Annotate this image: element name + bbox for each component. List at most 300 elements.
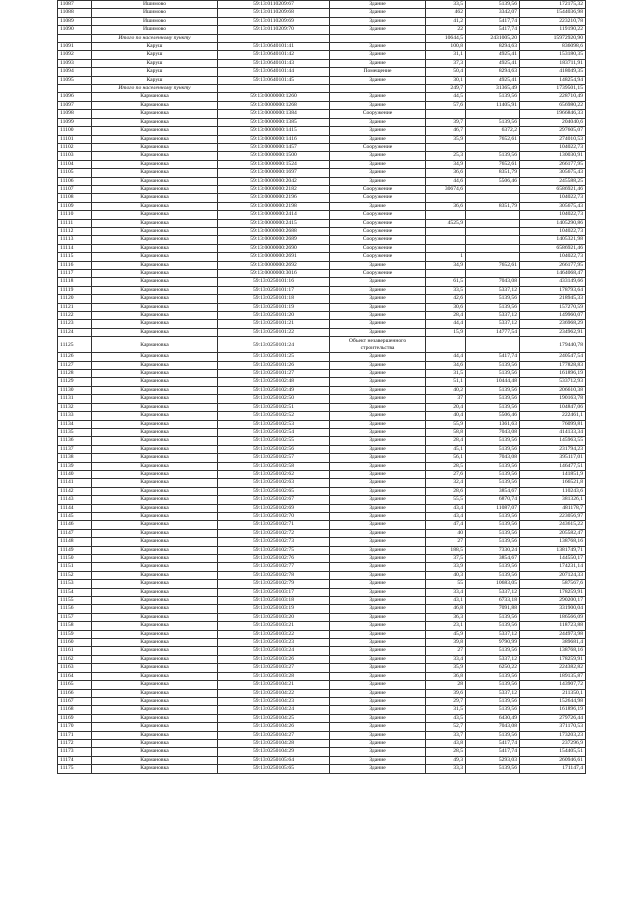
cadastral-number-cell: 59:13:0110209:70	[218, 26, 330, 34]
area-cell: 28,5	[426, 462, 466, 470]
object-type-cell: Здание	[330, 420, 426, 428]
locality-cell: Кармановка	[92, 286, 218, 294]
unit-price-cell: 11405,91	[466, 101, 520, 109]
unit-price-cell: 5139,56	[466, 512, 520, 520]
table-row	[58, 9, 586, 17]
cadastral-value-cell: 222461,1	[520, 412, 586, 420]
area-cell: 50,4	[426, 68, 466, 76]
area-cell: 36,6	[426, 202, 466, 210]
locality-cell: Кармановка	[92, 160, 218, 168]
area-cell: 33,9	[426, 563, 466, 571]
cadastral-value-cell: 104022,73	[520, 194, 586, 202]
object-type-cell: Здание	[330, 445, 426, 453]
row-number: 11110	[58, 211, 92, 219]
object-type-cell: Здание	[330, 739, 426, 747]
cadastral-number-cell: 59:13:0250101:17	[218, 286, 330, 294]
area-cell: 44,4	[426, 320, 466, 328]
locality-cell: Кармановка	[92, 93, 218, 101]
table-row	[58, 143, 586, 151]
cadastral-number-cell: 59:13:0000000:2196	[218, 194, 330, 202]
unit-price-cell: 6430,49	[466, 714, 520, 722]
locality-cell: Кармановка	[92, 563, 218, 571]
cadastral-number-cell: 59:13:0250103:20	[218, 613, 330, 621]
area-cell: 36,8	[426, 672, 466, 680]
table-row	[58, 244, 586, 252]
table-row	[58, 353, 586, 361]
locality-cell: Ишимово	[92, 26, 218, 34]
object-type-cell: Здание	[330, 127, 426, 135]
object-type-cell: Здание	[330, 370, 426, 378]
row-number: 11087	[58, 1, 92, 9]
unit-price-cell: 5417,74	[466, 26, 520, 34]
row-number: 11102	[58, 143, 92, 151]
area-cell: 44,4	[426, 353, 466, 361]
locality-cell: Кармановка	[92, 101, 218, 109]
unit-price-cell: 8351,79	[466, 169, 520, 177]
locality-cell: Кармановка	[92, 428, 218, 436]
area-cell: 32,4	[426, 479, 466, 487]
area-cell: 46,7	[426, 127, 466, 135]
cadastral-number-cell: 59:13:0640101:43	[218, 59, 330, 67]
row-number: 11140	[58, 470, 92, 478]
cadastral-number-cell: 59:13:0250102:65	[218, 487, 330, 495]
locality-cell: Кармановка	[92, 135, 218, 143]
locality-cell: Кармановка	[92, 253, 218, 261]
locality-cell: Кармановка	[92, 227, 218, 235]
unit-price-cell: 10444,48	[466, 378, 520, 386]
cadastral-number-cell: 59:13:0250102:51	[218, 403, 330, 411]
area-cell: 4525,9	[426, 219, 466, 227]
cadastral-value-cell: 305675,43	[520, 202, 586, 210]
cadastral-value-cell: 110243,6	[520, 487, 586, 495]
unit-price-cell: 5139,56	[466, 706, 520, 714]
object-type-cell: Здание	[330, 731, 426, 739]
area-cell: 55,5	[426, 496, 466, 504]
object-type-cell: Здание	[330, 303, 426, 311]
unit-price-cell: 5139,56	[466, 521, 520, 529]
table-row	[58, 395, 586, 403]
cadastral-number-cell: 59:13:0250101:18	[218, 295, 330, 303]
object-type-cell	[330, 34, 426, 42]
area-cell	[426, 236, 466, 244]
table-row	[58, 361, 586, 369]
table-row	[58, 59, 586, 67]
locality-cell: Кармановка	[92, 512, 218, 520]
cadastral-value-cell: 836098,6	[520, 43, 586, 51]
object-type-cell: Здание	[330, 378, 426, 386]
area-cell: 20,4	[426, 403, 466, 411]
unit-price-cell: 5293,03	[466, 756, 520, 764]
table-row	[58, 731, 586, 739]
cadastral-number-cell: 59:13:0250102:73	[218, 538, 330, 546]
unit-price-cell	[466, 337, 520, 353]
locality-cell: Кармановка	[92, 739, 218, 747]
row-number: 11124	[58, 328, 92, 336]
table-row	[58, 739, 586, 747]
cadastral-value-cell: 218945,33	[520, 295, 586, 303]
table-row	[58, 1, 586, 9]
area-cell: 52,7	[426, 723, 466, 731]
table-row	[58, 386, 586, 394]
area-cell: 43,4	[426, 512, 466, 520]
object-type-cell: Здание	[330, 479, 426, 487]
locality-cell: Кармановка	[92, 261, 218, 269]
row-number: 11146	[58, 521, 92, 529]
table-row	[58, 420, 586, 428]
area-cell: 25,3	[426, 152, 466, 160]
locality-cell: Кармановка	[92, 303, 218, 311]
row-number: 11174	[58, 756, 92, 764]
table-row	[58, 723, 586, 731]
row-number: 11098	[58, 110, 92, 118]
row-number: 11163	[58, 664, 92, 672]
unit-price-cell: 4925,41	[466, 76, 520, 84]
area-cell: 51,1	[426, 378, 466, 386]
cadastral-number-cell: 59:13:0250105:65	[218, 765, 330, 773]
unit-price-cell: 5337,12	[466, 312, 520, 320]
cadastral-number-cell: 59:13:0250103:26	[218, 655, 330, 663]
row-number: 11095	[58, 76, 92, 84]
table-row	[58, 613, 586, 621]
row-number: 11164	[58, 672, 92, 680]
row-number: 11151	[58, 563, 92, 571]
area-cell: 44,6	[426, 177, 466, 185]
locality-cell: Кармановка	[92, 697, 218, 705]
area-cell: 37,3	[426, 59, 466, 67]
cadastral-number-cell: 59:13:0250104:28	[218, 739, 330, 747]
unit-price-cell: 5139,56	[466, 731, 520, 739]
object-type-cell: Сооружение	[330, 211, 426, 219]
row-number: 11147	[58, 529, 92, 537]
unit-price-cell	[466, 270, 520, 278]
table-row	[58, 630, 586, 638]
object-type-cell: Сооружение	[330, 110, 426, 118]
row-number: 11131	[58, 395, 92, 403]
area-cell: 33,4	[426, 655, 466, 663]
unit-price-cell	[466, 143, 520, 151]
object-type-cell: Здание	[330, 639, 426, 647]
cadastral-value-cell: 279726,44	[520, 714, 586, 722]
object-type-cell: Здание	[330, 328, 426, 336]
object-type-cell: Здание	[330, 723, 426, 731]
object-type-cell: Сооружение	[330, 244, 426, 252]
cadastral-value-cell: 178259,91	[520, 588, 586, 596]
area-cell: 31,5	[426, 706, 466, 714]
row-number: 11165	[58, 681, 92, 689]
area-cell: 43,1	[426, 597, 466, 605]
cadastral-number-cell: 59:13:0250102:48	[218, 378, 330, 386]
area-cell: 29,7	[426, 697, 466, 705]
object-type-cell: Сооружение	[330, 270, 426, 278]
object-type-cell: Здание	[330, 538, 426, 546]
area-cell: 36,6	[426, 169, 466, 177]
cadastral-value-cell: 161896,19	[520, 706, 586, 714]
unit-price-cell	[466, 219, 520, 227]
locality-cell: Кармановка	[92, 630, 218, 638]
unit-price-cell: 14777,54	[466, 328, 520, 336]
area-cell: 37	[426, 395, 466, 403]
cadastral-number-cell: 59:13:0000000:2415	[218, 219, 330, 227]
locality-cell: Каруш	[92, 59, 218, 67]
cadastral-value-cell: 414133,34	[520, 428, 586, 436]
area-cell: 49,3	[426, 756, 466, 764]
cadastral-value-cell: 533712,93	[520, 378, 586, 386]
cadastral-number-cell: 59:13:0250104:24	[218, 706, 330, 714]
table-row	[58, 51, 586, 59]
locality-cell: Кармановка	[92, 504, 218, 512]
object-type-cell: Здание	[330, 571, 426, 579]
table-row	[58, 664, 586, 672]
cadastral-number-cell: 59:13:0250103:28	[218, 672, 330, 680]
cadastral-value-cell: 1381749,71	[520, 546, 586, 554]
table-row	[58, 211, 586, 219]
cadastral-number-cell: 59:13:0000000:2690	[218, 244, 330, 252]
area-cell: 28	[426, 681, 466, 689]
object-type-cell: Здание	[330, 295, 426, 303]
unit-price-cell: 5139,56	[466, 118, 520, 126]
cadastral-value-cell: 211350,1	[520, 689, 586, 697]
unit-price-cell: 5139,56	[466, 697, 520, 705]
cadastral-value-cell: 104022,73	[520, 143, 586, 151]
area-cell: 58,8	[426, 428, 466, 436]
object-type-cell: Здание	[330, 59, 426, 67]
locality-cell: Кармановка	[92, 361, 218, 369]
object-type-cell: Здание	[330, 630, 426, 638]
row-number: 11090	[58, 26, 92, 34]
cadastral-number-cell: 59:13:0000000:1524	[218, 160, 330, 168]
row-number: 11108	[58, 194, 92, 202]
row-number: 11107	[58, 185, 92, 193]
area-cell: 56,1	[426, 454, 466, 462]
table-row	[58, 470, 586, 478]
object-type-cell: Здание	[330, 714, 426, 722]
object-type-cell: Здание	[330, 437, 426, 445]
row-number: 11141	[58, 479, 92, 487]
table-row	[58, 194, 586, 202]
row-number: 11142	[58, 487, 92, 495]
object-type-cell: Объект незавершенного строительства	[330, 337, 426, 353]
unit-price-cell: 3854,67	[466, 555, 520, 563]
row-number: 11116	[58, 261, 92, 269]
cadastral-value-cell: 130030,91	[520, 152, 586, 160]
table-row	[58, 253, 586, 261]
object-type-cell: Здание	[330, 756, 426, 764]
cadastral-value-cell: 189135,87	[520, 672, 586, 680]
cadastral-number-cell: 59:13:0250102:56	[218, 445, 330, 453]
locality-cell: Кармановка	[92, 177, 218, 185]
object-type-cell: Здание	[330, 529, 426, 537]
row-number: 11175	[58, 765, 92, 773]
table-row	[58, 295, 586, 303]
cadastral-value-cell: 240547,54	[520, 353, 586, 361]
row-number: 11106	[58, 177, 92, 185]
unit-price-cell: 31365,49	[466, 85, 520, 93]
table-row	[58, 580, 586, 588]
cadastral-number-cell: 59:13:0250102:71	[218, 521, 330, 529]
locality-cell: Кармановка	[92, 244, 218, 252]
row-number: 11112	[58, 227, 92, 235]
cadastral-value-cell: 481178,7	[520, 504, 586, 512]
object-type-cell: Помещение	[330, 68, 426, 76]
cadastral-value-cell: 1405290,86	[520, 219, 586, 227]
cadastral-value-cell: 152644,98	[520, 697, 586, 705]
area-cell: 42,6	[426, 295, 466, 303]
cadastral-value-cell: 172175,32	[520, 1, 586, 9]
cadastral-value-cell: 656980,22	[520, 101, 586, 109]
unit-price-cell: 7091,88	[466, 605, 520, 613]
cadastral-number-cell: 59:13:0250102:57	[218, 454, 330, 462]
table-row	[58, 43, 586, 51]
row-number: 11134	[58, 420, 92, 428]
cadastral-number-cell: 59:13:0000000:1260	[218, 93, 330, 101]
row-number: 11166	[58, 689, 92, 697]
table-row	[58, 412, 586, 420]
area-cell: 37,5	[426, 555, 466, 563]
locality-cell: Кармановка	[92, 445, 218, 453]
area-cell: 35,9	[426, 664, 466, 672]
row-number: 11137	[58, 445, 92, 453]
area-cell: 43,5	[426, 714, 466, 722]
table-body	[58, 1, 586, 774]
unit-price-cell: 5139,56	[466, 445, 520, 453]
cadastral-value-cell: 138768,16	[520, 538, 586, 546]
cadastral-number-cell: 59:13:0250102:54	[218, 428, 330, 436]
unit-price-cell	[466, 236, 520, 244]
locality-cell: Каруш	[92, 68, 218, 76]
object-type-cell: Здание	[330, 386, 426, 394]
area-cell: 45,9	[426, 630, 466, 638]
cadastral-value-cell: 237296,9	[520, 739, 586, 747]
table-row	[58, 504, 586, 512]
locality-cell: Кармановка	[92, 412, 218, 420]
table-row	[58, 605, 586, 613]
object-type-cell: Здание	[330, 454, 426, 462]
unit-price-cell: 5506,46	[466, 412, 520, 420]
object-type-cell: Здание	[330, 160, 426, 168]
table-row	[58, 529, 586, 537]
cadastral-number-cell	[218, 34, 330, 42]
cadastral-number-cell: 59:13:0000000:2414	[218, 211, 330, 219]
unit-price-cell: 8294,63	[466, 68, 520, 76]
area-cell: 34,9	[426, 160, 466, 168]
cadastral-value-cell: 178793,64	[520, 286, 586, 294]
cadastral-value-cell: 381326,1	[520, 496, 586, 504]
cadastral-value-cell: 141851,9	[520, 470, 586, 478]
locality-cell: Кармановка	[92, 278, 218, 286]
object-type-cell: Здание	[330, 395, 426, 403]
row-number: 11132	[58, 403, 92, 411]
cadastral-value-cell: 305675,43	[520, 169, 586, 177]
area-cell: 47,4	[426, 521, 466, 529]
area-cell: 33,7	[426, 731, 466, 739]
cadastral-number-cell: 59:13:0250104:21	[218, 681, 330, 689]
locality-cell: Кармановка	[92, 622, 218, 630]
cadastral-number-cell: 59:13:0250101:22	[218, 328, 330, 336]
row-number: 11129	[58, 378, 92, 386]
row-number: 11145	[58, 512, 92, 520]
row-number	[58, 85, 92, 93]
area-cell: 28,6	[426, 487, 466, 495]
locality-cell: Кармановка	[92, 143, 218, 151]
object-type-cell: Здание	[330, 462, 426, 470]
cadastral-value-cell: 245588,25	[520, 177, 586, 185]
object-type-cell: Здание	[330, 177, 426, 185]
table-row	[58, 270, 586, 278]
table-row	[58, 521, 586, 529]
row-number: 11111	[58, 219, 92, 227]
cadastral-number-cell: 59:13:0000000:2042	[218, 177, 330, 185]
cadastral-number-cell: 59:13:0250103:27	[218, 664, 330, 672]
table-row	[58, 118, 586, 126]
locality-cell: Кармановка	[92, 420, 218, 428]
locality-cell: Кармановка	[92, 194, 218, 202]
unit-price-cell: 10683,05	[466, 580, 520, 588]
locality-cell: Кармановка	[92, 487, 218, 495]
area-cell: 57,6	[426, 101, 466, 109]
table-row	[58, 110, 586, 118]
object-type-cell: Здание	[330, 470, 426, 478]
unit-price-cell: 5139,56	[466, 361, 520, 369]
row-number	[58, 34, 92, 42]
table-row	[58, 681, 586, 689]
locality-cell: Кармановка	[92, 597, 218, 605]
cadastral-value-cell: 157270,59	[520, 303, 586, 311]
table-row	[58, 512, 586, 520]
area-cell: 31,1	[426, 51, 466, 59]
cadastral-number-cell: 59:13:0250104:22	[218, 689, 330, 697]
cadastral-number-cell: 59:13:0250102:76	[218, 555, 330, 563]
row-number: 11168	[58, 706, 92, 714]
cadastral-value-cell: 143907,72	[520, 681, 586, 689]
object-type-cell: Здание	[330, 697, 426, 705]
table-row	[58, 378, 586, 386]
area-cell: 30674,6	[426, 185, 466, 193]
cadastral-value-cell: 178259,91	[520, 655, 586, 663]
unit-price-cell: 5139,56	[466, 395, 520, 403]
unit-price-cell: 8294,63	[466, 43, 520, 51]
cadastral-number-cell: 59:13:0250102:62	[218, 470, 330, 478]
row-number: 11117	[58, 270, 92, 278]
locality-cell: Кармановка	[92, 312, 218, 320]
area-cell: 28,4	[426, 437, 466, 445]
cadastral-number-cell: 59:13:0000000:1268	[218, 101, 330, 109]
table-row	[58, 454, 586, 462]
locality-cell: Кармановка	[92, 403, 218, 411]
object-type-cell: Здание	[330, 17, 426, 25]
cadastral-number-cell: 59:13:0250101:21	[218, 320, 330, 328]
cadastral-value-cell: 244973,98	[520, 630, 586, 638]
table-row	[58, 185, 586, 193]
unit-price-cell: 6870,74	[466, 496, 520, 504]
cadastral-number-cell: 59:13:0250103:23	[218, 639, 330, 647]
area-cell: 34,6	[426, 361, 466, 369]
area-cell: 39,6	[426, 689, 466, 697]
area-cell	[426, 211, 466, 219]
area-cell: 27	[426, 538, 466, 546]
locality-cell: Кармановка	[92, 127, 218, 135]
locality-cell: Кармановка	[92, 664, 218, 672]
unit-price-cell	[466, 110, 520, 118]
unit-price-cell: 5417,74	[466, 353, 520, 361]
unit-price-cell: 5139,56	[466, 370, 520, 378]
unit-price-cell: 5139,56	[466, 462, 520, 470]
row-number: 11128	[58, 370, 92, 378]
cadastral-number-cell: 59:13:0250102:75	[218, 546, 330, 554]
table-row	[58, 706, 586, 714]
object-type-cell: Здание	[330, 26, 426, 34]
unit-price-cell: 5417,74	[466, 739, 520, 747]
table-row	[58, 101, 586, 109]
